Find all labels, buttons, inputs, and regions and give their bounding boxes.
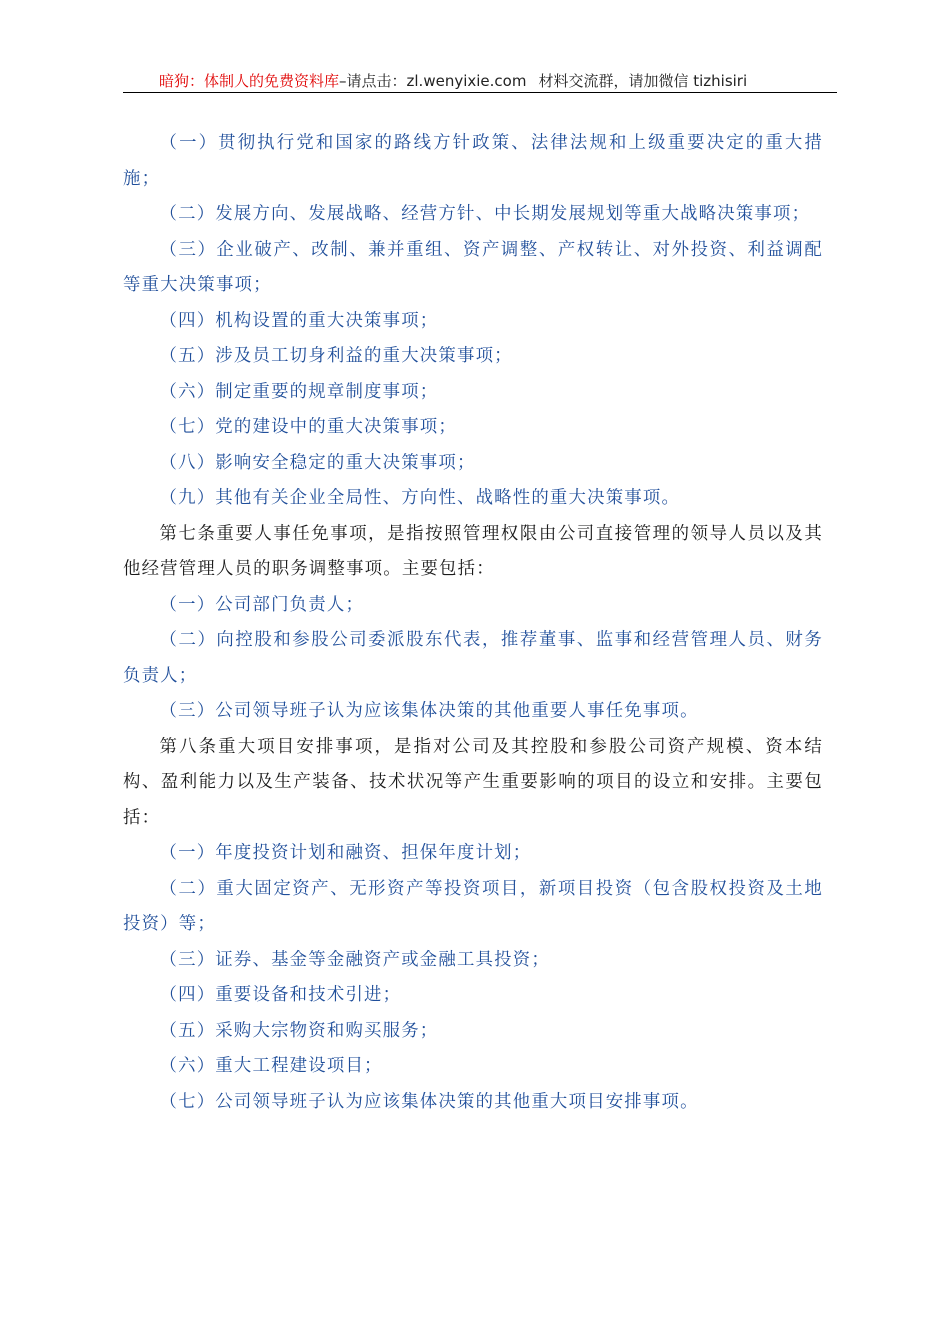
- page-header: [123, 68, 837, 93]
- paragraph: （一）年度投资计划和融资、担保年度计划；: [159, 843, 532, 863]
- paragraph: （三）企业破产、改制、兼并重组、资产调整、产权转让、对外投资、利益调配等重大决策事项；: [123, 239, 823, 295]
- paragraph: （五）采购大宗物资和购买服务；: [159, 1020, 439, 1041]
- paragraph: （二）向控股和参股公司委派股东代表，推荐董事、监事和经营管理人员、财务负责人；: [123, 630, 823, 686]
- paragraph: （三）证券、基金等金融资产或金融工具投资；: [159, 949, 550, 970]
- paragraph: （四）重要设备和技术引进；: [159, 985, 402, 1005]
- paragraph: （五）涉及员工切身利益的重大决策事项；: [159, 346, 513, 366]
- header-link-text[interactable]: –请点击：zl.wenyixie.com: [339, 72, 527, 90]
- paragraph: （八）影响安全稳定的重大决策事项；: [159, 452, 476, 473]
- paragraph: （三）公司领导班子认为应该集体决策的其他重要人事任免事项。: [159, 701, 699, 721]
- paragraph: （九）其他有关企业全局性、方向性、战略性的重大决策事项。: [159, 488, 681, 508]
- paragraph: （一）公司部门负责人；: [159, 594, 365, 615]
- paragraph: （六）重大工程建设项目；: [159, 1056, 383, 1076]
- paragraph: （二）发展方向、发展战略、经营方针、中长期发展规划等重大战略决策事项；: [159, 204, 811, 224]
- paragraph: （七）党的建设中的重大决策事项；: [159, 417, 457, 437]
- header-brand-text: 暗狗：体制人的免费资料库: [159, 72, 340, 90]
- article-paragraph: 第七条重要人事任免事项，是指按照管理权限由公司直接管理的领导人员以及其他经营管理人员的职务调整事项。主要包括：: [123, 523, 823, 579]
- paragraph: （二）重大固定资产、无形资产等投资项目，新项目投资（包含股权投资及土地投资）等；: [123, 878, 823, 934]
- article-paragraph: 第八条重大项目安排事项，是指对公司及其控股和参股公司资产规模、资本结构、盈利能力以及生产装备、技术状况等产生重要影响的项目的设立和安排。主要包括：: [123, 736, 823, 828]
- paragraph: （四）机构设置的重大决策事项；: [159, 310, 439, 331]
- paragraph: （六）制定重要的规章制度事项；: [159, 381, 439, 402]
- paragraph: （七）公司领导班子认为应该集体决策的其他重大项目安排事项。: [159, 1091, 699, 1112]
- header-wechat-text: 材料交流群，请加微信 tizhisiri: [538, 72, 748, 90]
- document-body: [123, 126, 823, 1120]
- paragraph: （一）贯彻执行党和国家的路线方针政策、法律法规和上级重要决定的重大措施；: [123, 133, 823, 189]
